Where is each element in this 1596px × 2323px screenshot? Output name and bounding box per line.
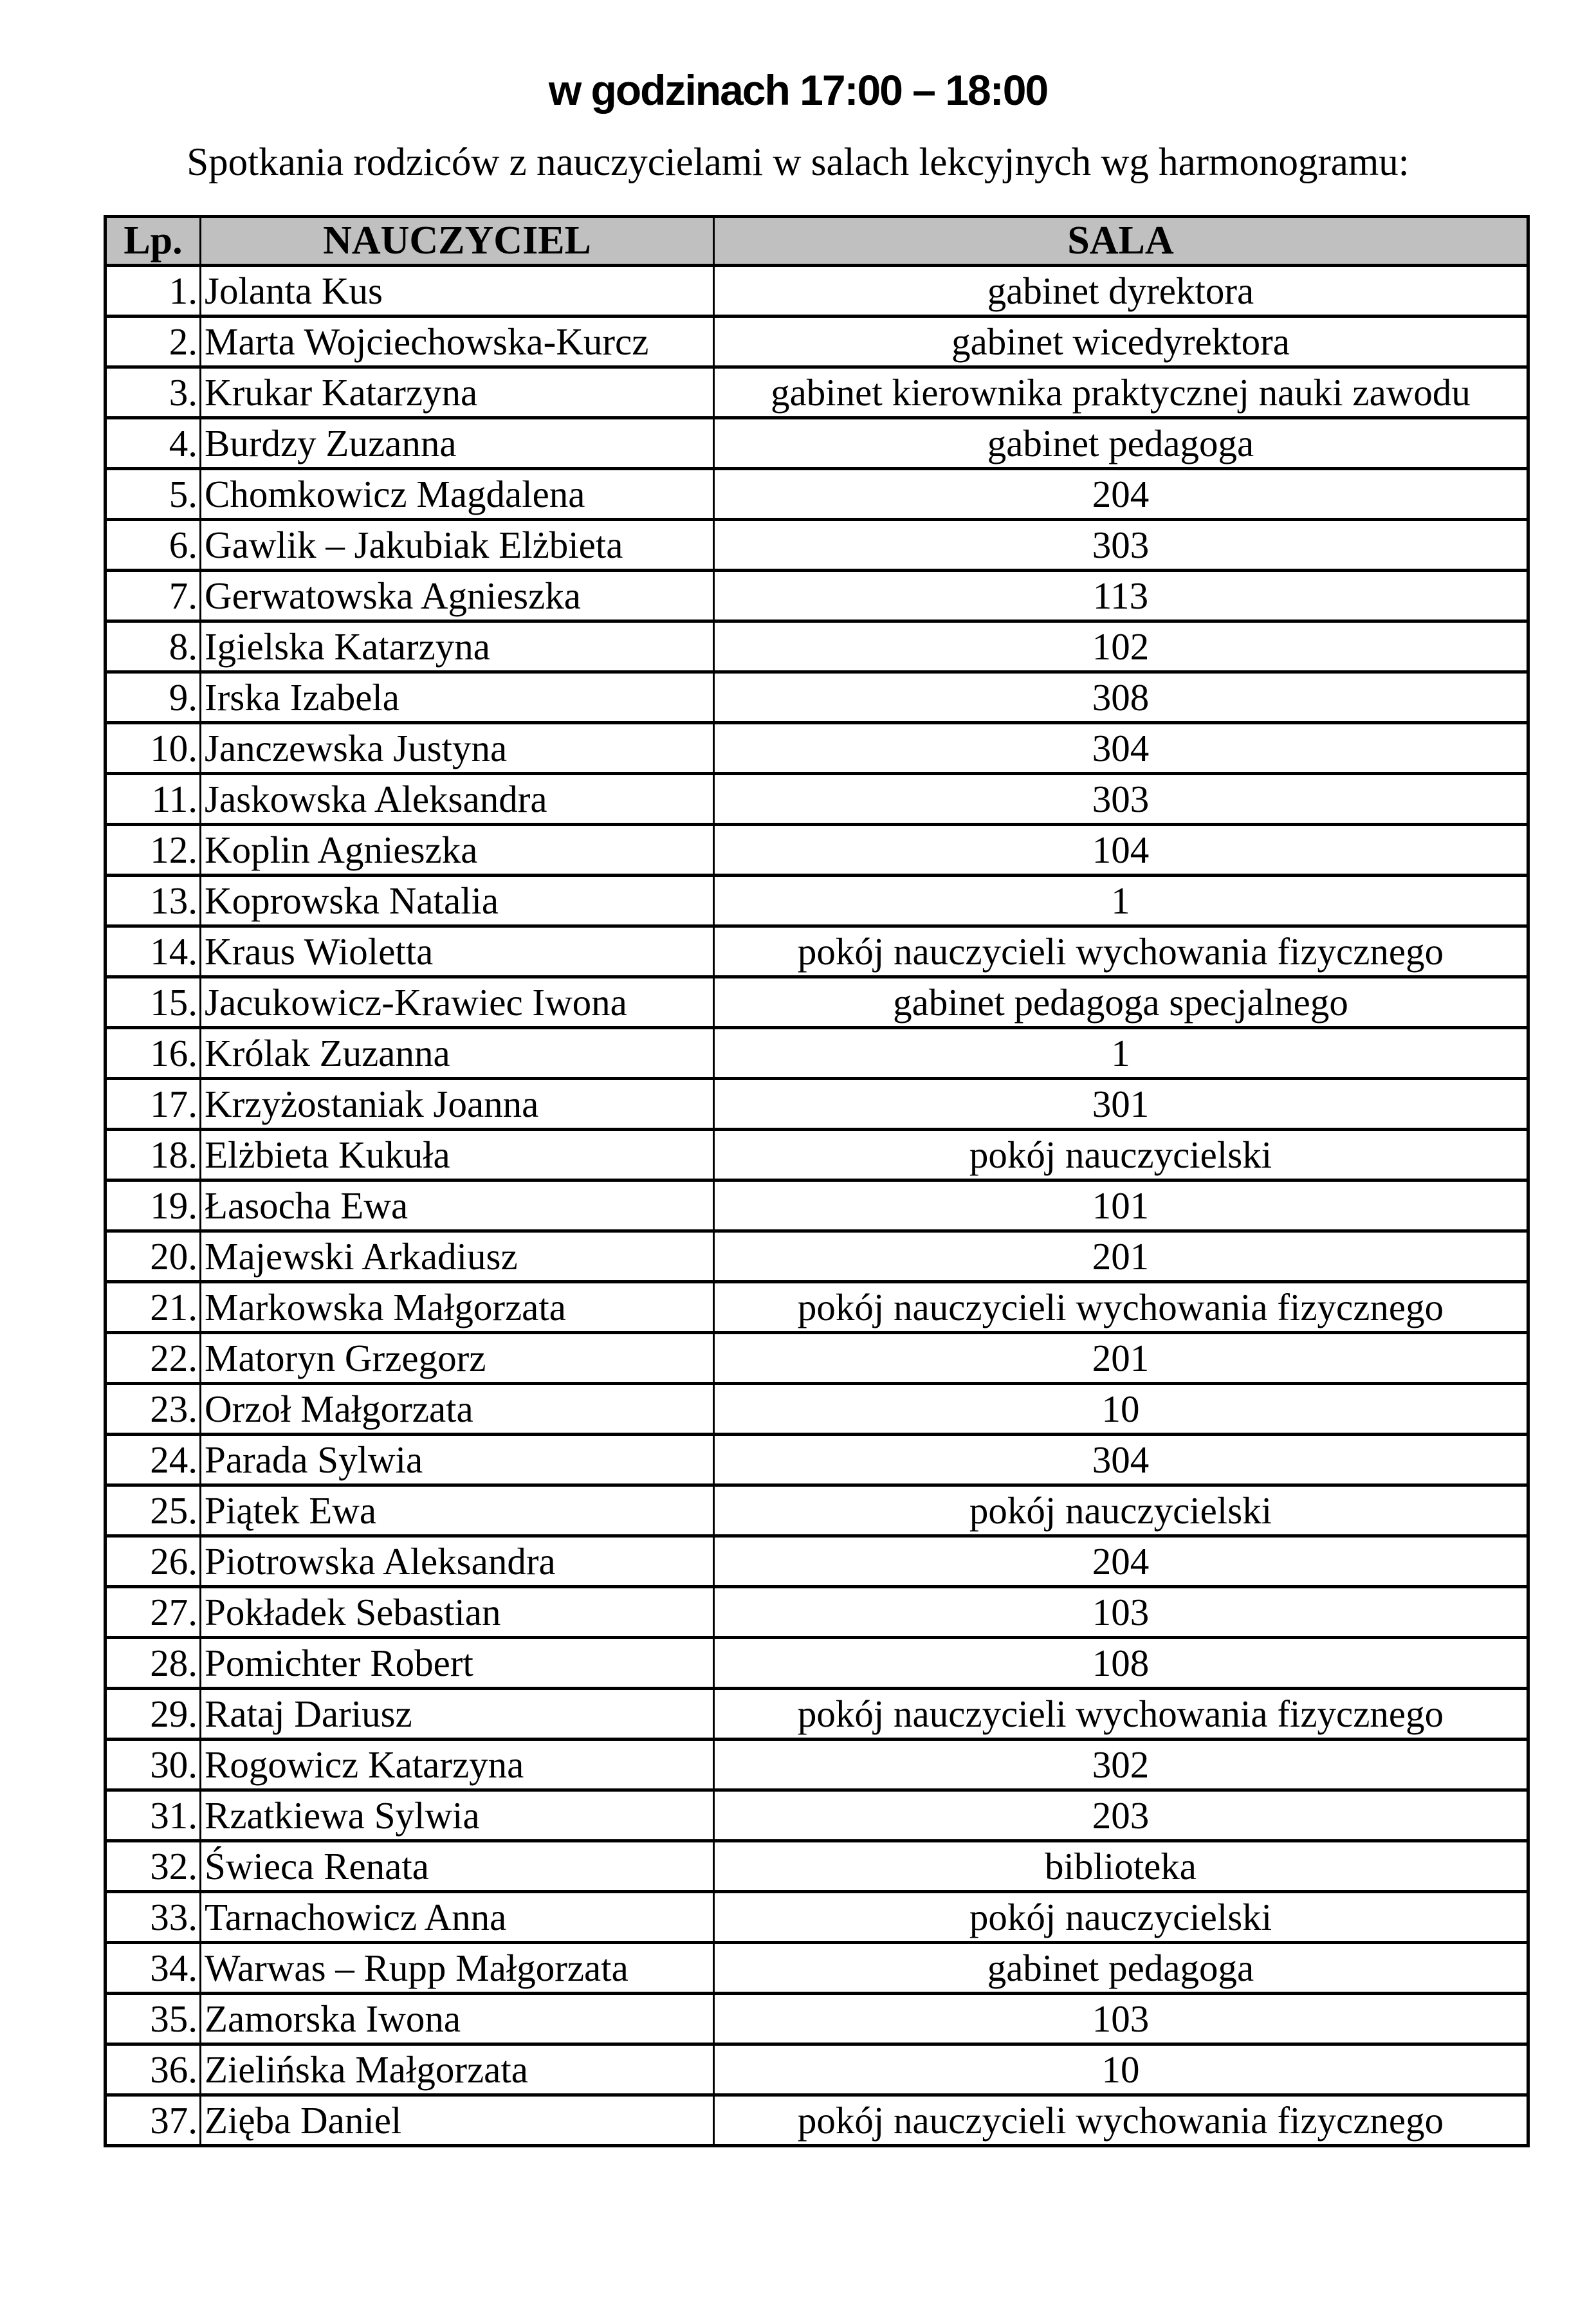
table-row	[105, 2044, 1528, 2095]
table-row	[105, 1028, 1528, 1079]
teacher-name: Zielińska Małgorzata	[201, 2044, 714, 2095]
row-number: 29.	[105, 1689, 201, 1740]
teacher-name: Rzatkiewa Sylwia	[201, 1790, 714, 1841]
teacher-name: Jaskowska Aleksandra	[201, 774, 714, 825]
table-row	[105, 1180, 1528, 1231]
table-row	[105, 1079, 1528, 1130]
teacher-name: Warwas – Rupp Małgorzata	[201, 1943, 714, 1994]
teacher-name: Gawlik – Jakubiak Elżbieta	[201, 520, 714, 571]
table-row	[105, 926, 1528, 977]
teacher-name: Koplin Agnieszka	[201, 825, 714, 876]
table-row	[105, 1892, 1528, 1943]
row-number: 17.	[105, 1079, 201, 1130]
table-row	[105, 367, 1528, 418]
room-name: 1	[714, 876, 1528, 926]
teacher-name: Zięba Daniel	[201, 2095, 714, 2146]
teacher-name: Burdzy Zuzanna	[201, 418, 714, 469]
row-number: 4.	[105, 418, 201, 469]
room-name: pokój nauczycieli wychowania fizycznego	[714, 1282, 1528, 1333]
room-name: 201	[714, 1333, 1528, 1384]
teacher-name: Janczewska Justyna	[201, 723, 714, 774]
row-number: 32.	[105, 1841, 201, 1892]
room-name: gabinet dyrektora	[714, 266, 1528, 317]
teacher-name: Jacukowicz-Krawiec Iwona	[201, 977, 714, 1028]
header-teacher: NAUCZYCIEL	[201, 217, 714, 266]
row-number: 11.	[105, 774, 201, 825]
row-number: 13.	[105, 876, 201, 926]
teacher-name: Krzyżostaniak Joanna	[201, 1079, 714, 1130]
table-row	[105, 469, 1528, 520]
room-name: 10	[714, 2044, 1528, 2095]
teacher-name: Chomkowicz Magdalena	[201, 469, 714, 520]
teacher-name: Rataj Dariusz	[201, 1689, 714, 1740]
teacher-name: Piotrowska Aleksandra	[201, 1536, 714, 1587]
teacher-name: Piątek Ewa	[201, 1485, 714, 1536]
table-row	[105, 418, 1528, 469]
table-row	[105, 672, 1528, 723]
row-number: 18.	[105, 1130, 201, 1180]
table-row	[105, 1536, 1528, 1587]
room-name: gabinet pedagoga	[714, 1943, 1528, 1994]
row-number: 22.	[105, 1333, 201, 1384]
table-row	[105, 1587, 1528, 1638]
teacher-name: Matoryn Grzegorz	[201, 1333, 714, 1384]
table-row	[105, 1994, 1528, 2044]
table-row	[105, 1638, 1528, 1689]
table-row	[105, 1384, 1528, 1435]
header-lp: Lp.	[105, 217, 201, 266]
table-row	[105, 520, 1528, 571]
table-row	[105, 1435, 1528, 1485]
teacher-name: Świeca Renata	[201, 1841, 714, 1892]
page-subtitle: Spotkania rodziców z nauczycielami w salach lekcyjnych wg harmonogramu:	[187, 141, 1409, 184]
row-number: 26.	[105, 1536, 201, 1587]
teacher-name: Orzoł Małgorzata	[201, 1384, 714, 1435]
room-name: biblioteka	[714, 1841, 1528, 1892]
row-number: 36.	[105, 2044, 201, 2095]
room-name: gabinet pedagoga	[714, 418, 1528, 469]
row-number: 10.	[105, 723, 201, 774]
room-name: pokój nauczycielski	[714, 1485, 1528, 1536]
teacher-name: Jolanta Kus	[201, 266, 714, 317]
row-number: 7.	[105, 571, 201, 621]
room-name: pokój nauczycielski	[714, 1130, 1528, 1180]
row-number: 31.	[105, 1790, 201, 1841]
row-number: 5.	[105, 469, 201, 520]
row-number: 33.	[105, 1892, 201, 1943]
room-name: gabinet pedagoga specjalnego	[714, 977, 1528, 1028]
row-number: 9.	[105, 672, 201, 723]
teacher-name: Królak Zuzanna	[201, 1028, 714, 1079]
table-row	[105, 266, 1528, 317]
room-name: pokój nauczycieli wychowania fizycznego	[714, 2095, 1528, 2146]
table-row	[105, 825, 1528, 876]
row-number: 14.	[105, 926, 201, 977]
row-number: 37.	[105, 2095, 201, 2146]
teacher-name: Łasocha Ewa	[201, 1180, 714, 1231]
room-name: 102	[714, 621, 1528, 672]
row-number: 28.	[105, 1638, 201, 1689]
row-number: 27.	[105, 1587, 201, 1638]
row-number: 34.	[105, 1943, 201, 1994]
table-row	[105, 1689, 1528, 1740]
table-row	[105, 1485, 1528, 1536]
table-row	[105, 876, 1528, 926]
room-name: 113	[714, 571, 1528, 621]
teacher-name: Tarnachowicz Anna	[201, 1892, 714, 1943]
teacher-name: Marta Wojciechowska-Kurcz	[201, 317, 714, 367]
teacher-name: Koprowska Natalia	[201, 876, 714, 926]
room-name: 201	[714, 1231, 1528, 1282]
teacher-name: Gerwatowska Agnieszka	[201, 571, 714, 621]
teacher-name: Elżbieta Kukuła	[201, 1130, 714, 1180]
teacher-name: Zamorska Iwona	[201, 1994, 714, 2044]
room-name: 10	[714, 1384, 1528, 1435]
header-room: SALA	[714, 217, 1528, 266]
table-header-row	[105, 217, 1528, 266]
teacher-name: Majewski Arkadiusz	[201, 1231, 714, 1282]
room-name: 104	[714, 825, 1528, 876]
room-name: 304	[714, 1435, 1528, 1485]
table-row	[105, 1841, 1528, 1892]
table-row	[105, 1130, 1528, 1180]
document-page	[0, 66, 1596, 2147]
row-number: 35.	[105, 1994, 201, 2044]
room-name: 303	[714, 774, 1528, 825]
teacher-name: Igielska Katarzyna	[201, 621, 714, 672]
table-row	[105, 1740, 1528, 1790]
row-number: 24.	[105, 1435, 201, 1485]
teacher-name: Pokładek Sebastian	[201, 1587, 714, 1638]
room-name: 204	[714, 469, 1528, 520]
teacher-name: Irska Izabela	[201, 672, 714, 723]
row-number: 1.	[105, 266, 201, 317]
room-name: pokój nauczycielski	[714, 1892, 1528, 1943]
room-name: gabinet wicedyrektora	[714, 317, 1528, 367]
teacher-name: Kraus Wioletta	[201, 926, 714, 977]
page-title: w godzinach 17:00 – 18:00	[548, 66, 1048, 114]
table-row	[105, 2095, 1528, 2146]
room-name: 302	[714, 1740, 1528, 1790]
row-number: 2.	[105, 317, 201, 367]
teacher-name: Pomichter Robert	[201, 1638, 714, 1689]
table-row	[105, 317, 1528, 367]
room-name: 101	[714, 1180, 1528, 1231]
row-number: 25.	[105, 1485, 201, 1536]
table-row	[105, 1231, 1528, 1282]
table-row	[105, 1282, 1528, 1333]
room-name: 301	[714, 1079, 1528, 1130]
table-row	[105, 1943, 1528, 1994]
room-name: gabinet kierownika praktycznej nauki zawodu	[714, 367, 1528, 418]
teacher-name: Krukar Katarzyna	[201, 367, 714, 418]
table-row	[105, 977, 1528, 1028]
row-number: 19.	[105, 1180, 201, 1231]
row-number: 15.	[105, 977, 201, 1028]
schedule-table	[104, 215, 1530, 2147]
row-number: 21.	[105, 1282, 201, 1333]
room-name: 304	[714, 723, 1528, 774]
room-name: 303	[714, 520, 1528, 571]
room-name: 308	[714, 672, 1528, 723]
teacher-name: Markowska Małgorzata	[201, 1282, 714, 1333]
row-number: 23.	[105, 1384, 201, 1435]
room-name: 203	[714, 1790, 1528, 1841]
teacher-name: Rogowicz Katarzyna	[201, 1740, 714, 1790]
table-row	[105, 774, 1528, 825]
room-name: 108	[714, 1638, 1528, 1689]
row-number: 12.	[105, 825, 201, 876]
table-row	[105, 1790, 1528, 1841]
table-row	[105, 571, 1528, 621]
table-row	[105, 1333, 1528, 1384]
teacher-name: Parada Sylwia	[201, 1435, 714, 1485]
table-row	[105, 621, 1528, 672]
room-name: pokój nauczycieli wychowania fizycznego	[714, 1689, 1528, 1740]
room-name: 103	[714, 1994, 1528, 2044]
row-number: 8.	[105, 621, 201, 672]
room-name: pokój nauczycieli wychowania fizycznego	[714, 926, 1528, 977]
row-number: 30.	[105, 1740, 201, 1790]
room-name: 204	[714, 1536, 1528, 1587]
row-number: 3.	[105, 367, 201, 418]
row-number: 16.	[105, 1028, 201, 1079]
room-name: 1	[714, 1028, 1528, 1079]
row-number: 20.	[105, 1231, 201, 1282]
room-name: 103	[714, 1587, 1528, 1638]
table-row	[105, 723, 1528, 774]
row-number: 6.	[105, 520, 201, 571]
